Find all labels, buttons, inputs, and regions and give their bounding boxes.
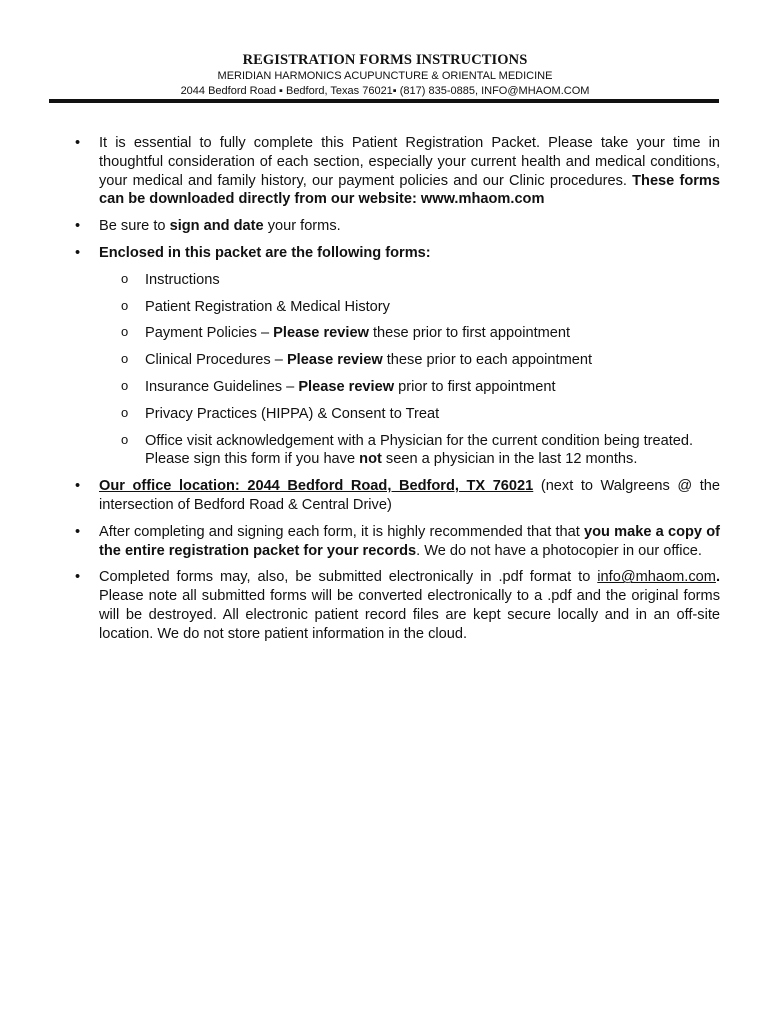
circle-bullet-icon: o [121,431,129,447]
clinic-name: MERIDIAN HARMONICS ACUPUNCTURE & ORIENTAL MEDICINE [217,70,553,82]
bullet-icon: • [75,523,81,540]
bullet-icon: • [75,135,81,151]
clinic-address: 2044 Bedford Road ▪ Bedford, Texas 76021▪ (817) 835-0885, INFO@MHAOM.COM [180,85,590,97]
form-item-instructions: o Instructions [121,270,220,288]
email-link[interactable]: info@mhaom.com [597,569,716,586]
office-address: Our office location: 2044 Bedford Road, Bedford, TX 76021 [99,478,534,495]
forms-list [99,271,720,469]
bullet-icon: • [75,244,81,261]
instruction-sign-date: • Be sure to sign and date your forms. [75,218,341,235]
circle-bullet-icon: o [121,351,129,367]
circle-bullet-icon: o [121,297,129,313]
bullet-icon: • [75,569,81,586]
bullet-icon: • [75,218,81,235]
form-item-physician-ack: o Office visit acknowledgement with a Physician for the current condition being treated. Please sign this form if you have not seen a physician in the last 12 months. [121,431,694,468]
form-item-registration: o Patient Registration & Medical History [121,297,390,315]
header-divider [49,99,719,103]
form-item-payment-policies: o Payment Policies – Please review these prior to first appointment [121,324,571,342]
bullet-icon: • [75,478,81,495]
form-item-clinical-procedures: o Clinical Procedures – Please review these prior to each appointment [121,351,593,369]
circle-bullet-icon: o [121,270,129,286]
circle-bullet-icon: o [121,377,129,393]
circle-bullet-icon: o [121,324,129,340]
instruction-make-copy: • After completing and signing each form, it is highly recommended that that you make a copy of the entire registration packet for your records. We do not have a photocopier in our office. [75,523,720,559]
form-item-privacy: o Privacy Practices (HIPPA) & Consent to Treat [121,404,440,422]
instruction-complete-packet: • It is essential to fully complete this Patient Registration Packet. Please take your time in thoughtful consideration of each section, especially your current health and medical conditions, your medical and family history, our payment policies and our Clinic procedures. These forms can be downloaded directly from our website: www.mhaom.com [75,135,721,208]
page-title: REGISTRATION FORMS INSTRUCTIONS [242,52,528,68]
download-note: These forms can be downloaded directly from our website: www.mhaom.com [99,172,721,208]
form-item-insurance: o Insurance Guidelines – Please review prior to first appointment [121,377,556,395]
instruction-submit-electronically: • Completed forms may, also, be submitted electronically in .pdf format to info@mhaom.com. Please note all submitted forms will be converted electronically to a .pdf and the original forms will be destroyed. All electronic patient record files are kept secure locally and in an off-site location. We do not store patient information in the cloud. [75,569,720,642]
instruction-enclosed-forms: • Enclosed in this packet are the following forms: o Instructions o Patient Registration & Medical History o Payment Policies – Please review these prior to first appointment o Clinical Procedures – Please review these prior to each appointment o Insurance Guidelines – Please review prior to first appointment o Privacy Practices (HIPPA) & Consent to Treat o Office visit acknowledgement with a Physician for the current condition being treated. Please sign this form if you have not seen a physician in the last 12 months. [48,244,720,469]
instructions-list [48,134,720,652]
instruction-office-location: • Our office location: 2044 Bedford Road, Bedford, TX 76021 (next to Walgreens @ the intersection of Bedford Road & Central Drive) [75,478,720,513]
circle-bullet-icon: o [121,404,129,420]
